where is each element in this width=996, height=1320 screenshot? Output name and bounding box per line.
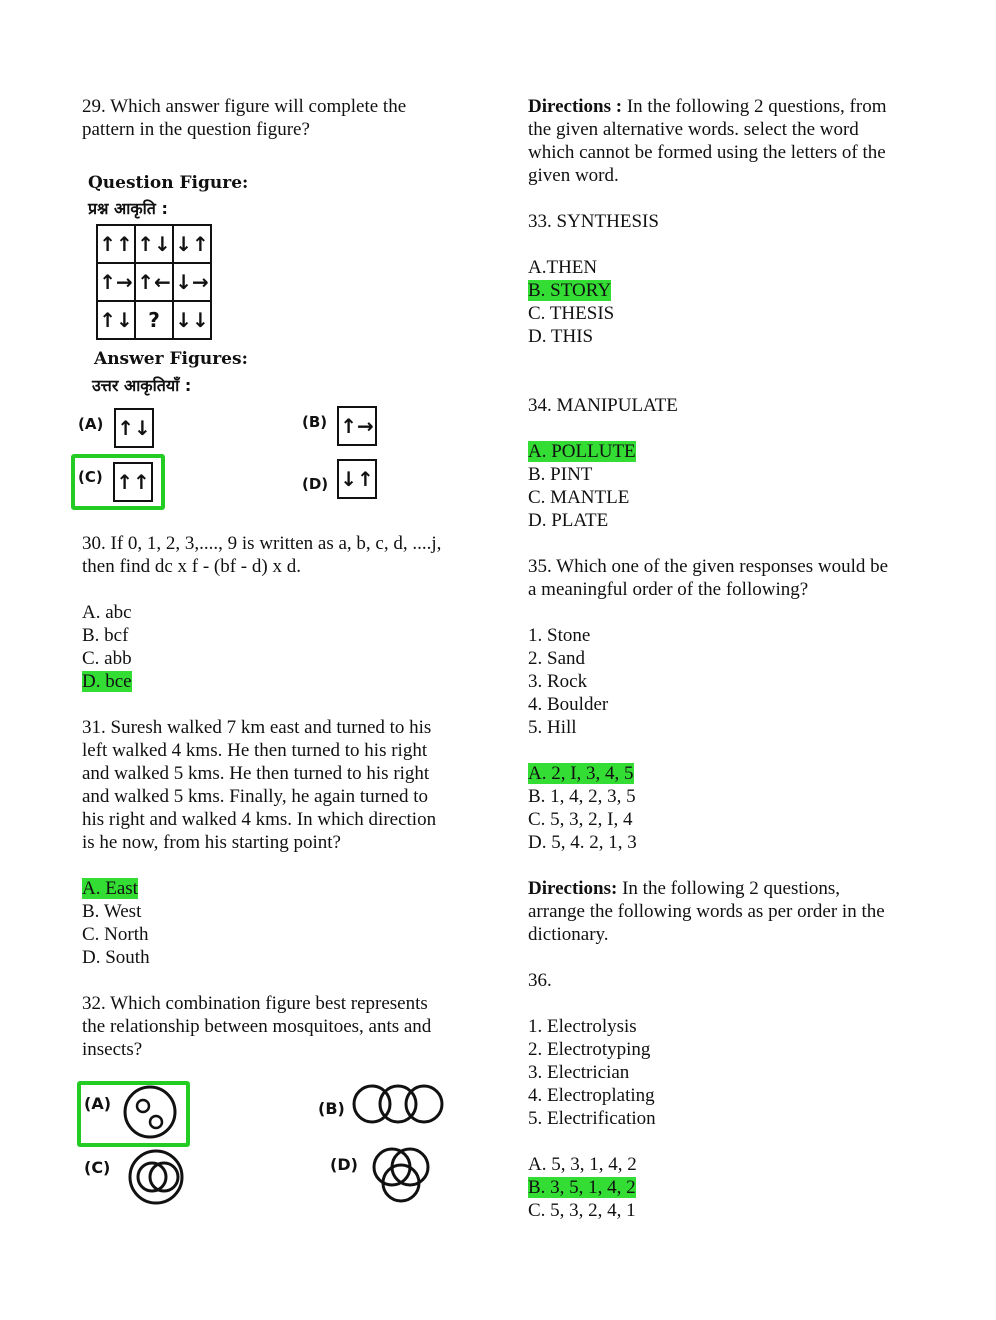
answer-figures-hindi-label: उत्तर आकृतियाँ : (92, 376, 192, 395)
q32-option-d-label: (D) (330, 1155, 358, 1174)
q34-text: 34. MANIPULATE (528, 395, 678, 416)
directions-2-text-line1: In the following 2 questions, (617, 878, 841, 899)
q32-option-d-figure[interactable] (366, 1145, 436, 1207)
q32-option-b-figure[interactable] (350, 1082, 446, 1126)
q30-option-c[interactable]: C. abb (82, 648, 132, 669)
left-column (82, 95, 482, 141)
answer-figures-label: Answer Figures: (94, 349, 248, 369)
q33-option-b-correct[interactable]: B. STORY (528, 280, 612, 301)
q35-option-a-correct[interactable]: A. 2, I, 3, 4, 5 (528, 763, 634, 784)
venn-circle-insects (125, 1087, 175, 1137)
q31-text-line5: his right and walked 4 kms. In which direction (82, 809, 437, 830)
q32-option-c-label: (C) (84, 1158, 111, 1177)
q29-option-d-label: (D) (302, 475, 329, 493)
q35-item: 3. Rock (528, 671, 588, 692)
q31-option-c[interactable]: C. North (82, 924, 149, 945)
q36-option-b-correct[interactable]: B. 3, 5, 1, 4, 2 (528, 1177, 636, 1198)
q30-option-a[interactable]: A. abc (82, 602, 132, 623)
q36-item: 3. Electrician (528, 1062, 630, 1083)
directions-1-text-line4: given word. (528, 165, 619, 186)
q29-option-a-label: (A) (78, 415, 104, 433)
q32-option-c-figure[interactable] (120, 1148, 196, 1206)
directions-1 (528, 95, 928, 118)
grid-cell-missing: ? (135, 301, 173, 339)
q33-option-c[interactable]: C. THESIS (528, 303, 615, 324)
q35-item: 4. Boulder (528, 694, 609, 715)
grid-cell: ↑↑ (97, 225, 135, 263)
venn-circle-ants (150, 1116, 162, 1128)
grid-cell: ↓↑ (173, 225, 211, 263)
q35-item: 1. Stone (528, 625, 591, 646)
q35-text-line2: a meaningful order of the following? (528, 579, 809, 600)
q35-item: 5. Hill (528, 717, 577, 738)
q34-option-c[interactable]: C. MANTLE (528, 487, 630, 508)
q35-item: 2. Sand (528, 648, 585, 669)
q30-text-line2: then find dc x f - (bf - d) x d. (82, 556, 301, 577)
q36-item: 1. Electrolysis (528, 1016, 637, 1037)
q32-option-a-label: (A) (84, 1094, 112, 1113)
q31-option-d[interactable]: D. South (82, 947, 150, 968)
q33-option-d[interactable]: D. THIS (528, 326, 594, 347)
venn-circle (406, 1086, 442, 1122)
q34-option-a-correct[interactable]: A. POLLUTE (528, 441, 636, 462)
q33-option-a[interactable]: A.THEN (528, 257, 598, 278)
q31-text-line1: 31. Suresh walked 7 km east and turned to his (82, 717, 432, 738)
right-column (528, 95, 928, 1222)
venn-circle-mosquitoes (137, 1100, 149, 1112)
q36-item: 2. Electrotyping (528, 1039, 651, 1060)
q30-option-b[interactable]: B. bcf (82, 625, 129, 646)
q36-item: 4. Electroplating (528, 1085, 655, 1106)
q36-item: 5. Electrification (528, 1108, 656, 1129)
grid-cell: ↓↓ (173, 301, 211, 339)
q32-option-b-label: (B) (318, 1099, 345, 1118)
directions-1-text-line3: which cannot be formed using the letters of the (528, 142, 886, 163)
q31-option-a-correct[interactable]: A. East (82, 878, 138, 899)
directions-1-heading: Directions : (528, 96, 623, 117)
directions-2 (528, 877, 928, 900)
q32-text-line3: insects? (82, 1039, 143, 1060)
q31-text-line3: and walked 5 kms. He then turned to his right (82, 763, 430, 784)
q31-text-line4: and walked 5 kms. Finally, he again turned to (82, 786, 428, 807)
q36-text: 36. (528, 970, 552, 991)
directions-2-text-line2: arrange the following words as per order in the (528, 901, 885, 922)
q31-text-line2: left walked 4 kms. He then turned to his right (82, 740, 428, 761)
q29-option-d-figure[interactable]: ↓↑ (337, 459, 377, 499)
directions-1-text-line2: the given alternative words. select the word (528, 119, 859, 140)
q31-text-line6: is he now, from his starting point? (82, 832, 341, 853)
grid-cell: ↑→ (97, 263, 135, 301)
grid-cell: ↑← (135, 263, 173, 301)
q36-option-c[interactable]: C. 5, 3, 2, 4, 1 (528, 1200, 636, 1221)
q36-option-a[interactable]: A. 5, 3, 1, 4, 2 (528, 1154, 637, 1175)
q33-text: 33. SYNTHESIS (528, 211, 659, 232)
q35-option-d[interactable]: D. 5, 4. 2, 1, 3 (528, 832, 637, 853)
q30-option-d-correct[interactable]: D. bce (82, 671, 132, 692)
question-figure-hindi-label: प्रश्न आकृति : (88, 199, 168, 218)
q31-option-b[interactable]: B. West (82, 901, 142, 922)
q30-text-line1: 30. If 0, 1, 2, 3,...., 9 is written as a, b, c, d, ....j, (82, 533, 442, 554)
directions-2-text-line3: dictionary. (528, 924, 609, 945)
directions-2-heading: Directions: (528, 878, 618, 899)
grid-cell: ↑↓ (135, 225, 173, 263)
q32-text-line1: 32. Which combination figure best represents (82, 993, 428, 1014)
left-column-lower (82, 532, 482, 1061)
q35-option-c[interactable]: C. 5, 3, 2, I, 4 (528, 809, 633, 830)
question-figure-grid (96, 224, 212, 340)
grid-cell: ↑↓ (97, 301, 135, 339)
grid-cell: ↓→ (173, 263, 211, 301)
q29-text-line2: pattern in the question figure? (82, 119, 310, 140)
q29-option-b-figure[interactable]: ↑→ (337, 406, 377, 446)
q35-text-line1: 35. Which one of the given responses would be (528, 556, 889, 577)
q35-option-b[interactable]: B. 1, 4, 2, 3, 5 (528, 786, 636, 807)
q32-text-line2: the relationship between mosquitoes, ants and (82, 1016, 432, 1037)
q29-option-a-figure[interactable]: ↑↓ (114, 408, 154, 448)
q29-text-line1: 29. Which answer figure will complete the (82, 96, 407, 117)
q32-option-a-figure[interactable] (120, 1082, 180, 1142)
q29-option-b-label: (B) (302, 413, 328, 431)
q29-option-c-label: (C) (78, 468, 103, 486)
q34-option-d[interactable]: D. PLATE (528, 510, 609, 531)
q34-option-b[interactable]: B. PINT (528, 464, 593, 485)
directions-1-text-line1: In the following 2 questions, from (622, 96, 887, 117)
question-figure-label: Question Figure: (88, 173, 249, 193)
q29-option-c-figure[interactable]: ↑↑ (113, 462, 153, 502)
